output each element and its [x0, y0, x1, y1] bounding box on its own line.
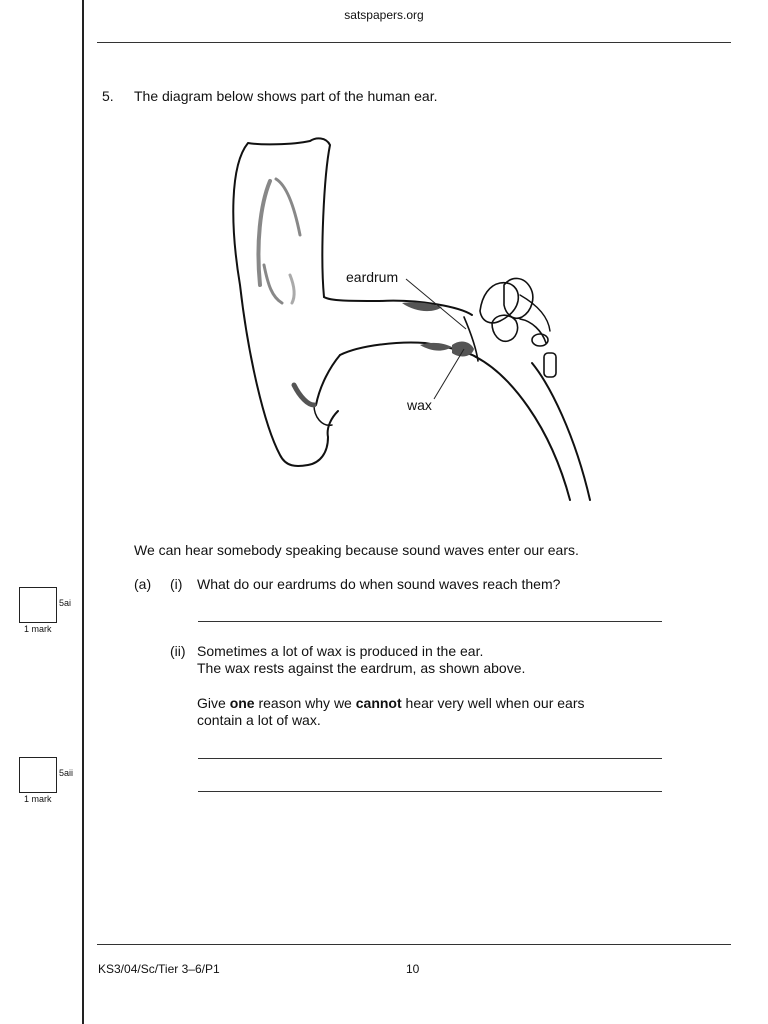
head-wall [476, 357, 570, 500]
part-ii-line1: Sometimes a lot of wax is produced in the ear. [197, 643, 484, 659]
canal-upper-wall [324, 297, 472, 315]
label-eardrum: eardrum [346, 269, 399, 285]
margin-line [82, 0, 84, 1024]
question-intro: The diagram below shows part of the human ear. [134, 88, 438, 104]
label-wax: wax [407, 397, 432, 413]
part-ii-instruction-line2: contain a lot of wax. [197, 712, 321, 728]
question-number: 5. [102, 88, 114, 104]
part-ii-instruction: Give one reason why we cannot hear very well when our ears [197, 695, 585, 711]
answer-line-aii-2[interactable] [198, 791, 662, 792]
mark-box-5ai[interactable] [19, 587, 57, 623]
answer-line-aii-1[interactable] [198, 758, 662, 759]
mark-value-5aii: 1 mark [24, 794, 52, 804]
header-site: satspapers.org [344, 8, 424, 22]
mark-code-5ai: 5ai [59, 598, 72, 608]
part-i-question: What do our eardrums do when sound waves reach them? [197, 576, 561, 592]
header-rule [97, 42, 731, 43]
answer-line-ai[interactable] [198, 621, 662, 622]
page-number: 10 [406, 962, 420, 976]
context-text: We can hear somebody speaking because sound waves enter our ears. [134, 542, 579, 558]
mark-box-5aii[interactable] [19, 757, 57, 793]
part-ii-line2: The wax rests against the eardrum, as shown above. [197, 660, 526, 676]
part-ii-label: (ii) [170, 643, 186, 659]
part-a-label: (a) [134, 576, 152, 592]
mark-value-5ai: 1 mark [24, 624, 52, 634]
wax-leader [434, 349, 464, 399]
mark-code-5aii: 5aii [59, 768, 74, 778]
footer-rule [97, 944, 731, 945]
part-i-label: (i) [170, 576, 183, 592]
ear-diagram [220, 135, 600, 510]
footer-code: KS3/04/Sc/Tier 3–6/P1 [98, 962, 220, 976]
wax-patch-lower [420, 343, 452, 351]
